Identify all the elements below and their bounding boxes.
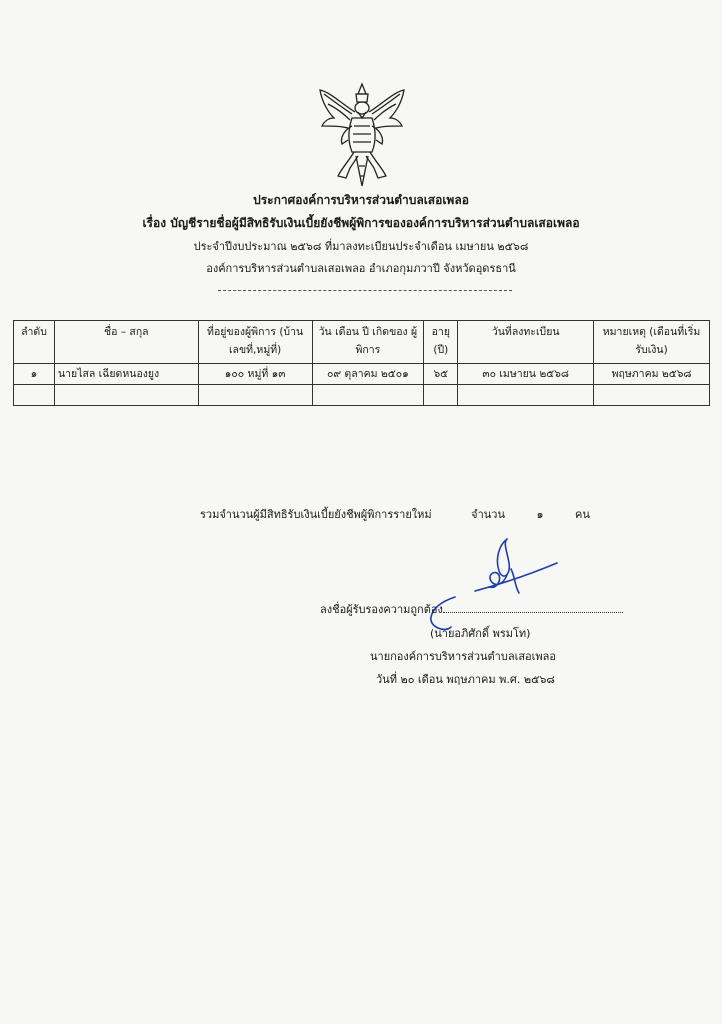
col-header-address: ที่อยู่ของผู้พิการ (บ้านเลขที่,หมู่ที่) xyxy=(198,321,312,364)
cell-no: ๑ xyxy=(14,364,55,385)
cell-reg-date: ๓๐ เมษายน ๒๕๖๘ xyxy=(458,364,594,385)
organization-line: องค์การบริหารส่วนตำบลเสอเพลอ อำเภอกุมภวาปี จังหวัดอุดรธานี xyxy=(206,262,516,275)
cell-age xyxy=(424,385,458,406)
registration-table xyxy=(13,320,710,406)
separator-line xyxy=(218,290,512,291)
announcement-title: ประกาศองค์การบริหารส่วนตำบลเสอเพลอ xyxy=(253,193,469,207)
certifier-label: ลงชื่อผู้รับรองความถูกต้อง xyxy=(320,603,443,616)
cell-birth: ๐๙ ตุลาคม ๒๕๐๑ xyxy=(312,364,424,385)
table-row xyxy=(14,364,710,385)
signature-dotted-line xyxy=(443,602,623,613)
cell-birth xyxy=(312,385,424,406)
col-header-reg-date: วันที่ลงทะเบียน xyxy=(458,321,594,364)
signing-date: วันที่ ๒๐ เดือน พฤษภาคม พ.ศ. ๒๕๖๘ xyxy=(376,673,555,686)
cell-name xyxy=(54,385,198,406)
cell-remark: พฤษภาคม ๒๕๖๘ xyxy=(594,364,710,385)
col-header-remark: หมายเหตุ (เดือนที่เริ่มรับเงิน) xyxy=(594,321,710,364)
cell-reg-date xyxy=(458,385,594,406)
col-header-birth: วัน เดือน ปี เกิดของ ผู้พิการ xyxy=(312,321,424,364)
garuda-emblem-icon xyxy=(312,82,412,190)
summary-line xyxy=(200,505,590,523)
announcement-subject: เรื่อง บัญชีรายชื่อผู้มีสิทธิรับเงินเบี้ยยังชีพผู้พิการขององค์การบริหารส่วนตำบลเสอเพลอ xyxy=(142,216,580,230)
cell-no xyxy=(14,385,55,406)
summary-count-label: จำนวน xyxy=(471,508,505,521)
table-header-row xyxy=(14,321,710,364)
cell-age: ๖๕ xyxy=(424,364,458,385)
cell-address: ๑๐๐ หมู่ที่ ๑๓ xyxy=(198,364,312,385)
col-header-age: อายุ (ปี) xyxy=(424,321,458,364)
certifier-signature-line xyxy=(320,600,623,618)
summary-text: รวมจำนวนผู้มีสิทธิรับเงินเบี้ยยังชีพผู้พิการรายใหม่ xyxy=(200,508,432,521)
fiscal-year-line: ประจำปีงบประมาณ ๒๕๖๘ ที่มาลงทะเบียนประจำเดือน เมษายน ๒๕๖๘ xyxy=(193,240,529,253)
summary-count: ๑ xyxy=(536,508,544,521)
signer-position: นายกองค์การบริหารส่วนตำบลเสอเพลอ xyxy=(370,650,557,663)
cell-name: นายไสล เฉียดหนองยูง xyxy=(54,364,198,385)
cell-address xyxy=(198,385,312,406)
signer-name: (นายอภิศักดิ์ พรมโท) xyxy=(430,627,531,640)
col-header-no: ลำดับ xyxy=(14,321,55,364)
table-row xyxy=(14,385,710,406)
cell-remark xyxy=(594,385,710,406)
summary-unit: คน xyxy=(574,508,590,521)
col-header-name: ชื่อ – สกุล xyxy=(54,321,198,364)
